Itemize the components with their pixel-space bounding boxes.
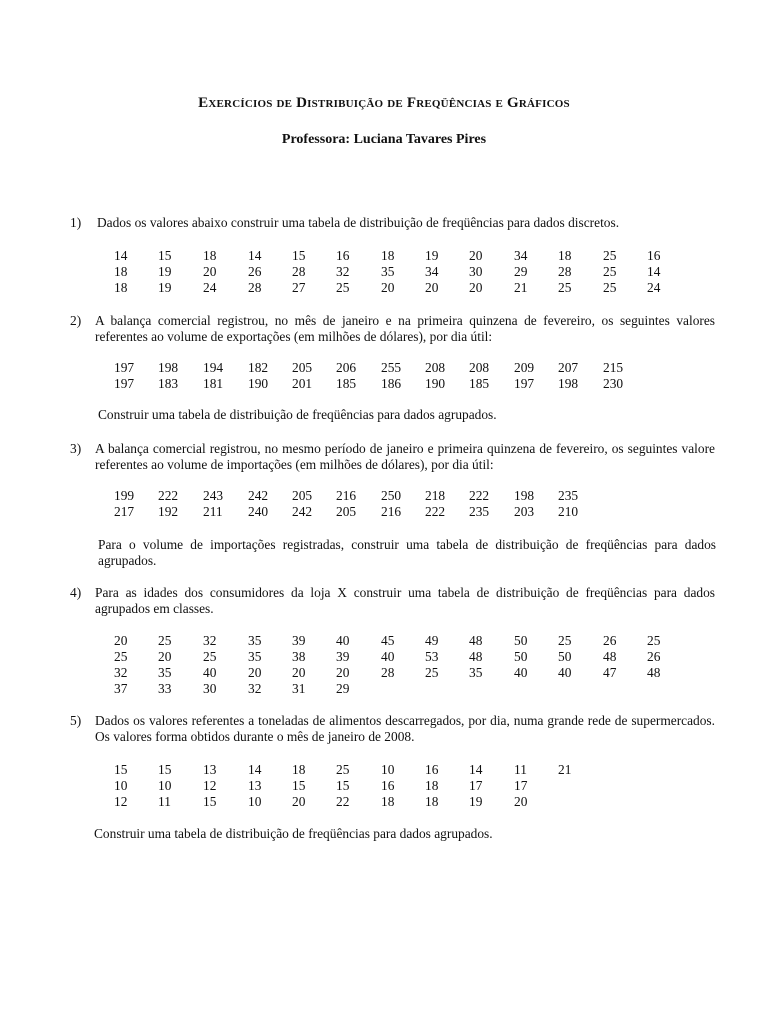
exercise-statement: Dados os valores abaixo construir uma tabela de distribuição de freqüências para dados discretos. — [97, 215, 620, 230]
data-value: 14 — [647, 264, 661, 279]
exercise-note: Construir uma tabela de distribuição de freqüências para dados agrupados. — [98, 407, 497, 422]
data-value: 197 — [114, 376, 135, 391]
data-value: 205 — [292, 360, 313, 375]
data-value: 35 — [248, 633, 262, 648]
data-value: 26 — [647, 649, 661, 664]
data-value: 25 — [558, 633, 572, 648]
data-value: 25 — [647, 633, 661, 648]
data-value: 20 — [114, 633, 128, 648]
data-value: 48 — [469, 633, 483, 648]
data-value: 14 — [469, 762, 483, 777]
document-title: Exercícios de Distribuição de Freqüências e Gráficos — [198, 95, 570, 111]
data-value: 218 — [425, 488, 446, 503]
data-value: 48 — [603, 649, 617, 664]
data-value: 32 — [114, 665, 128, 680]
data-value: 15 — [158, 762, 172, 777]
data-value: 25 — [425, 665, 439, 680]
exercise-number: 3) — [70, 441, 82, 456]
data-row — [0, 264, 768, 280]
data-value: 34 — [514, 248, 528, 263]
data-value: 38 — [292, 649, 306, 664]
data-value: 30 — [203, 681, 217, 696]
data-value: 40 — [336, 633, 350, 648]
data-value: 45 — [381, 633, 395, 648]
data-value: 20 — [514, 794, 528, 809]
data-value: 235 — [469, 504, 490, 519]
data-value: 13 — [203, 762, 217, 777]
data-value: 37 — [114, 681, 128, 696]
data-value: 35 — [248, 649, 262, 664]
data-value: 20 — [381, 280, 395, 295]
data-value: 181 — [203, 376, 224, 391]
data-value: 198 — [514, 488, 535, 503]
data-value: 32 — [203, 633, 217, 648]
data-value: 10 — [114, 778, 128, 793]
data-value: 198 — [558, 376, 579, 391]
data-value: 48 — [469, 649, 483, 664]
data-value: 26 — [603, 633, 617, 648]
data-value: 20 — [425, 280, 439, 295]
data-value: 14 — [248, 248, 262, 263]
data-value: 25 — [336, 280, 350, 295]
data-value: 39 — [336, 649, 350, 664]
data-value: 21 — [558, 762, 572, 777]
data-value: 190 — [425, 376, 446, 391]
data-value: 197 — [514, 376, 535, 391]
data-value: 40 — [558, 665, 572, 680]
exercise-number: 1) — [70, 215, 82, 230]
data-value: 28 — [381, 665, 395, 680]
data-value: 25 — [336, 762, 350, 777]
data-value: 28 — [558, 264, 572, 279]
data-value: 35 — [469, 665, 483, 680]
data-value: 30 — [469, 264, 483, 279]
data-value: 47 — [603, 665, 617, 680]
data-value: 18 — [292, 762, 306, 777]
data-value: 15 — [292, 778, 306, 793]
data-value: 207 — [558, 360, 579, 375]
data-value: 186 — [381, 376, 402, 391]
data-table — [0, 488, 768, 520]
data-value: 199 — [114, 488, 135, 503]
exercise-statement: A balança comercial registrou, no mesmo período de janeiro e primeira quinzena de fevereiro, os seguintes valore referentes ao volume de importações (em milhões de dólares), por dia útil: — [95, 441, 715, 472]
data-row — [0, 248, 768, 264]
data-row — [0, 504, 768, 520]
data-value: 34 — [425, 264, 439, 279]
data-value: 19 — [158, 264, 172, 279]
data-value: 14 — [248, 762, 262, 777]
data-value: 240 — [248, 504, 269, 519]
exercise-number: 4) — [70, 585, 82, 600]
data-value: 19 — [158, 280, 172, 295]
data-value: 13 — [248, 778, 262, 793]
data-value: 50 — [558, 649, 572, 664]
data-row — [0, 280, 768, 296]
data-value: 208 — [425, 360, 446, 375]
data-value: 190 — [248, 376, 269, 391]
data-value: 18 — [381, 794, 395, 809]
data-value: 24 — [647, 280, 661, 295]
data-row — [0, 649, 768, 665]
data-value: 230 — [603, 376, 624, 391]
data-value: 10 — [158, 778, 172, 793]
data-value: 48 — [647, 665, 661, 680]
data-value: 33 — [158, 681, 172, 696]
data-value: 182 — [248, 360, 269, 375]
exercise-number: 5) — [70, 713, 82, 728]
data-row — [0, 665, 768, 681]
exercise-note: Construir uma tabela de distribuição de freqüências para dados agrupados. — [94, 826, 493, 841]
data-value: 19 — [425, 248, 439, 263]
data-value: 39 — [292, 633, 306, 648]
data-value: 15 — [336, 778, 350, 793]
data-value: 20 — [469, 280, 483, 295]
data-value: 197 — [114, 360, 135, 375]
data-value: 25 — [603, 248, 617, 263]
data-value: 40 — [381, 649, 395, 664]
data-row — [0, 633, 768, 649]
data-value: 50 — [514, 633, 528, 648]
data-value: 16 — [647, 248, 661, 263]
data-value: 255 — [381, 360, 402, 375]
data-table — [0, 248, 768, 296]
exercise-statement: Para as idades dos consumidores da loja X construir uma tabela de distribuição de freqüências para dados agrupados em classes. — [95, 585, 715, 616]
data-value: 10 — [248, 794, 262, 809]
data-value: 49 — [425, 633, 439, 648]
data-value: 31 — [292, 681, 306, 696]
data-value: 24 — [203, 280, 217, 295]
data-value: 205 — [336, 504, 357, 519]
data-value: 215 — [603, 360, 624, 375]
data-value: 14 — [114, 248, 128, 263]
data-value: 243 — [203, 488, 224, 503]
data-value: 16 — [425, 762, 439, 777]
data-value: 28 — [248, 280, 262, 295]
data-value: 222 — [469, 488, 490, 503]
data-value: 29 — [514, 264, 528, 279]
data-value: 15 — [114, 762, 128, 777]
data-row — [0, 376, 768, 392]
data-value: 205 — [292, 488, 313, 503]
data-row — [0, 360, 768, 376]
exercise-number: 2) — [70, 313, 82, 328]
data-value: 19 — [469, 794, 483, 809]
data-value: 222 — [158, 488, 179, 503]
data-value: 15 — [158, 248, 172, 263]
data-value: 11 — [514, 762, 527, 777]
data-value: 27 — [292, 280, 306, 295]
data-value: 50 — [514, 649, 528, 664]
data-value: 211 — [203, 504, 223, 519]
data-value: 20 — [336, 665, 350, 680]
data-value: 222 — [425, 504, 446, 519]
data-value: 25 — [603, 264, 617, 279]
exercise-statement: A balança comercial registrou, no mês de janeiro e na primeira quinzena de fevereiro, os seguintes valores referentes ao volume de exportações (em milhões de dólares), por dia útil: — [95, 313, 715, 344]
data-value: 25 — [603, 280, 617, 295]
data-value: 18 — [114, 264, 128, 279]
data-row — [0, 794, 768, 810]
data-row — [0, 488, 768, 504]
data-value: 20 — [469, 248, 483, 263]
data-value: 12 — [203, 778, 217, 793]
data-value: 15 — [292, 248, 306, 263]
data-value: 17 — [469, 778, 483, 793]
data-value: 28 — [292, 264, 306, 279]
data-value: 208 — [469, 360, 490, 375]
data-value: 20 — [158, 649, 172, 664]
data-row — [0, 762, 768, 778]
data-value: 18 — [381, 248, 395, 263]
data-value: 216 — [381, 504, 402, 519]
data-value: 20 — [203, 264, 217, 279]
data-value: 35 — [158, 665, 172, 680]
data-value: 25 — [203, 649, 217, 664]
data-value: 17 — [514, 778, 528, 793]
data-row — [0, 778, 768, 794]
data-value: 194 — [203, 360, 224, 375]
data-value: 11 — [158, 794, 171, 809]
data-value: 10 — [381, 762, 395, 777]
data-value: 21 — [514, 280, 528, 295]
data-value: 53 — [425, 649, 439, 664]
data-value: 18 — [425, 778, 439, 793]
data-value: 35 — [381, 264, 395, 279]
data-value: 18 — [114, 280, 128, 295]
data-row — [0, 681, 768, 697]
data-value: 25 — [114, 649, 128, 664]
data-value: 32 — [248, 681, 262, 696]
data-value: 216 — [336, 488, 357, 503]
data-value: 18 — [203, 248, 217, 263]
data-value: 185 — [469, 376, 490, 391]
data-value: 16 — [336, 248, 350, 263]
data-value: 185 — [336, 376, 357, 391]
data-value: 209 — [514, 360, 535, 375]
data-value: 203 — [514, 504, 535, 519]
data-value: 32 — [336, 264, 350, 279]
data-value: 25 — [558, 280, 572, 295]
exercise-statement: Dados os valores referentes a toneladas de alimentos descarregados, por dia, numa grande rede de supermercados. Os valores forma obtidos durante o mês de janeiro de 2008. — [95, 713, 715, 744]
data-table — [0, 633, 768, 697]
data-value: 242 — [292, 504, 313, 519]
author-line: Professora: Luciana Tavares Pires — [281, 132, 487, 147]
data-value: 26 — [248, 264, 262, 279]
data-value: 40 — [203, 665, 217, 680]
data-value: 183 — [158, 376, 179, 391]
data-value: 25 — [158, 633, 172, 648]
data-value: 40 — [514, 665, 528, 680]
data-value: 18 — [558, 248, 572, 263]
data-value: 192 — [158, 504, 179, 519]
data-value: 235 — [558, 488, 579, 503]
data-table — [0, 360, 768, 392]
data-value: 20 — [248, 665, 262, 680]
data-value: 20 — [292, 794, 306, 809]
data-value: 12 — [114, 794, 128, 809]
data-value: 210 — [558, 504, 579, 519]
data-value: 242 — [248, 488, 269, 503]
data-value: 22 — [336, 794, 350, 809]
data-table — [0, 762, 768, 810]
data-value: 217 — [114, 504, 135, 519]
data-value: 16 — [381, 778, 395, 793]
data-value: 250 — [381, 488, 402, 503]
data-value: 201 — [292, 376, 313, 391]
data-value: 206 — [336, 360, 357, 375]
data-value: 18 — [425, 794, 439, 809]
exercise-note: Para o volume de importações registradas, construir uma tabela de distribuição de freqüências para dados agrupados. — [98, 537, 716, 568]
data-value: 15 — [203, 794, 217, 809]
data-value: 20 — [292, 665, 306, 680]
data-value: 29 — [336, 681, 350, 696]
data-value: 198 — [158, 360, 179, 375]
